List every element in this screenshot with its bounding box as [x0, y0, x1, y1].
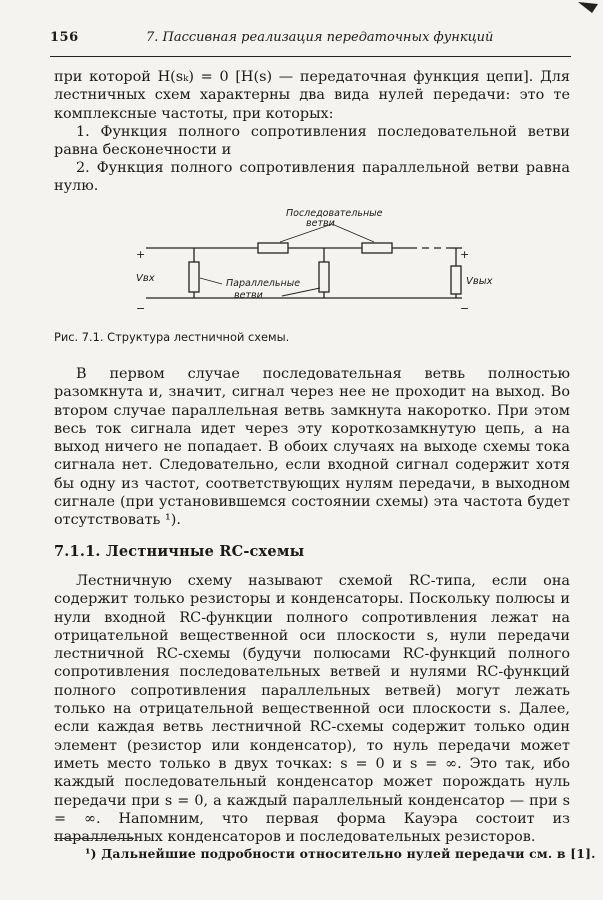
section-heading: 7.1.1. Лестничные RC-схемы: [54, 543, 305, 560]
page-number: 156: [50, 30, 79, 45]
running-head: [50, 30, 570, 50]
plus-out: +: [460, 248, 470, 261]
list-item-1: 1. Функция полного сопротивления последовательной ветви равна бесконечности и: [54, 124, 570, 159]
header-rule: [50, 56, 571, 57]
load-branch: [451, 266, 461, 294]
list-item-2: 2. Функция полного сопротивления параллельной ветви равна нулю.: [54, 160, 570, 195]
footnote: ¹) Дальнейшие подробности относительно нулей передачи см. в [1].: [85, 846, 596, 861]
minus-out: −: [460, 302, 470, 315]
body-paragraph: В первом случае последовательная ветвь полностью разомкнута и, значит, сигнал через нее не проходит на выход. Во втором случае параллельная ветвь замкнута накоротко. При этом весь ток сигнала идет через эту короткозамкнутую цепь, а на выход ничего не попадает. В обоих случаях на выходе схемы тока сигнала нет. Следовательно, если входной сигнал содержит хотя бы одну из частот, соответствующих нулям передачи, в выходном сигнале (при установившемся состоянии схемы) эта частота будет отсутствовать ¹).: [54, 366, 570, 529]
chapter-title: 7. Пассивная реализация передаточных функций: [146, 30, 494, 45]
label-series-branches: Последовательные: [286, 208, 383, 219]
footnote-rule: [54, 838, 134, 839]
minus-in: −: [136, 302, 146, 315]
series-branch-1: [258, 243, 288, 253]
paragraph-intro: при которой H(sₖ) = 0 [H(s) — передаточная функция цепи]. Для лестничных схем характерны два вида нулей передачи: это те комплексные частоты, при которых:: [54, 69, 570, 122]
label-vout: Vвых: [466, 276, 493, 287]
ladder-circuit-figure: [110, 202, 510, 322]
label-parallel-branches-2: ветви: [234, 290, 263, 301]
series-branch-2: [362, 243, 392, 253]
label-vin: Vвх: [136, 273, 155, 284]
label-parallel-branches: Параллельные: [226, 278, 301, 289]
plus-in: +: [136, 248, 146, 261]
figure-caption: Рис. 7.1. Структура лестничной схемы.: [54, 330, 290, 344]
page-corner-mark: [578, 0, 600, 14]
parallel-branch-1: [189, 262, 199, 292]
label-series-branches-2: ветви: [306, 218, 335, 229]
section-paragraph: Лестничную схему называют схемой RC-типа, если она содержит только резисторы и конденсаторы. Поскольку полюсы и нули входной RC-функции полного сопротивления лежат на отрицательной вещественной оси плоскости s, нули передачи лестничной RC-схемы (будучи полюсами RC-функций полного сопротивления последовательных ветвей и нулями RC-функций полного сопротивления параллельных ветвей) могут лежать только на отрицательной вещественной оси плоскости s. Далее, если каждая ветвь лестничной RC-схемы содержит только один элемент (резистор или конденсатор), то нуль передачи может иметь место только в двух точках: s = 0 и s = ∞. Это так, ибо каждый последовательный конденсатор может порождать нуль передачи при s = 0, а каждый параллельный конденсатор — при s = ∞. Напомним, что первая форма Кауэра состоит из параллельных конденсаторов и последовательных резисторов.: [54, 573, 570, 846]
parallel-branch-2: [319, 262, 329, 292]
